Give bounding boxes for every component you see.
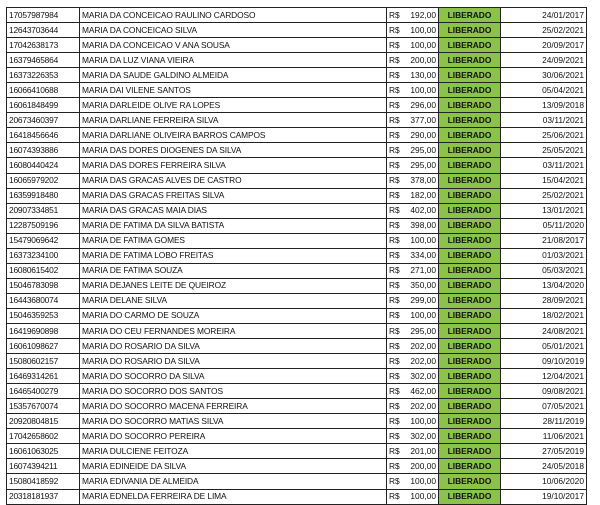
cell-id: 17057987984 bbox=[7, 8, 80, 23]
value-amount: 100,00 bbox=[410, 24, 436, 35]
cell-id: 16080615402 bbox=[7, 263, 80, 278]
cell-value bbox=[387, 399, 439, 414]
cell-id: 16465400279 bbox=[7, 384, 80, 399]
cell-name: MARIA DELANE SILVA bbox=[80, 293, 387, 308]
cell-value bbox=[387, 128, 439, 143]
cell-name: MARIA DAS GRACAS ALVES DE CASTRO bbox=[80, 173, 387, 188]
currency-symbol: R$ bbox=[389, 129, 400, 140]
table-row bbox=[7, 489, 587, 504]
value-amount: 100,00 bbox=[410, 475, 436, 486]
cell-date: 12/04/2021 bbox=[501, 369, 587, 384]
cell-id: 16061098627 bbox=[7, 339, 80, 354]
cell-date: 05/03/2021 bbox=[501, 263, 587, 278]
cell-value bbox=[387, 53, 439, 68]
cell-value bbox=[387, 23, 439, 38]
value-amount: 202,00 bbox=[410, 340, 436, 351]
cell-id: 15479069642 bbox=[7, 233, 80, 248]
currency-symbol: R$ bbox=[389, 430, 400, 441]
value-amount: 201,00 bbox=[410, 445, 436, 456]
cell-value bbox=[387, 218, 439, 233]
status-badge: LIBERADO bbox=[439, 293, 501, 308]
cell-value bbox=[387, 113, 439, 128]
table-row bbox=[7, 8, 587, 23]
cell-value bbox=[387, 354, 439, 369]
beneficiary-table bbox=[6, 7, 587, 505]
currency-symbol: R$ bbox=[389, 295, 400, 306]
cell-name: MARIA EDNELDA FERREIRA DE LIMA bbox=[80, 489, 387, 504]
value-amount: 462,00 bbox=[410, 385, 436, 396]
cell-date: 01/03/2021 bbox=[501, 248, 587, 263]
table-row bbox=[7, 459, 587, 474]
cell-name: MARIA DE FATIMA SOUZA bbox=[80, 263, 387, 278]
cell-date: 24/01/2017 bbox=[501, 8, 587, 23]
cell-id: 15046783098 bbox=[7, 278, 80, 293]
table-row bbox=[7, 218, 587, 233]
status-badge: LIBERADO bbox=[439, 248, 501, 263]
cell-name: MARIA EDINEIDE DA SILVA bbox=[80, 459, 387, 474]
status-badge: LIBERADO bbox=[439, 23, 501, 38]
currency-symbol: R$ bbox=[389, 355, 400, 366]
cell-date: 19/10/2017 bbox=[501, 489, 587, 504]
cell-value bbox=[387, 384, 439, 399]
cell-date: 25/05/2021 bbox=[501, 143, 587, 158]
value-amount: 296,00 bbox=[410, 99, 436, 110]
value-amount: 100,00 bbox=[410, 491, 436, 502]
value-amount: 100,00 bbox=[410, 310, 436, 321]
cell-value bbox=[387, 8, 439, 23]
table-row bbox=[7, 38, 587, 53]
currency-symbol: R$ bbox=[389, 99, 400, 110]
currency-symbol: R$ bbox=[389, 491, 400, 502]
value-amount: 350,00 bbox=[410, 280, 436, 291]
currency-symbol: R$ bbox=[389, 340, 400, 351]
cell-value bbox=[387, 489, 439, 504]
status-badge: LIBERADO bbox=[439, 233, 501, 248]
table-row bbox=[7, 53, 587, 68]
status-badge: LIBERADO bbox=[439, 8, 501, 23]
value-amount: 182,00 bbox=[410, 190, 436, 201]
value-amount: 200,00 bbox=[410, 460, 436, 471]
cell-value bbox=[387, 143, 439, 158]
cell-date: 24/05/2018 bbox=[501, 459, 587, 474]
table-row bbox=[7, 188, 587, 203]
value-amount: 295,00 bbox=[410, 159, 436, 170]
status-badge: LIBERADO bbox=[439, 429, 501, 444]
value-amount: 334,00 bbox=[410, 250, 436, 261]
cell-name: MARIA DAS GRACAS MAIA DIAS bbox=[80, 203, 387, 218]
value-amount: 100,00 bbox=[410, 84, 436, 95]
table-row bbox=[7, 429, 587, 444]
table-row bbox=[7, 474, 587, 489]
status-badge: LIBERADO bbox=[439, 158, 501, 173]
cell-name: MARIA DO SOCORRO DOS SANTOS bbox=[80, 384, 387, 399]
cell-date: 21/08/2017 bbox=[501, 233, 587, 248]
cell-id: 16066410688 bbox=[7, 83, 80, 98]
cell-date: 10/06/2020 bbox=[501, 474, 587, 489]
cell-name: MARIA DO CARMO DE SOUZA bbox=[80, 308, 387, 323]
cell-id: 15357670074 bbox=[7, 399, 80, 414]
cell-value bbox=[387, 188, 439, 203]
status-badge: LIBERADO bbox=[439, 308, 501, 323]
cell-value bbox=[387, 323, 439, 338]
value-amount: 202,00 bbox=[410, 400, 436, 411]
value-amount: 402,00 bbox=[410, 205, 436, 216]
cell-date: 24/08/2021 bbox=[501, 323, 587, 338]
cell-name: MARIA DAI VILENE SANTOS bbox=[80, 83, 387, 98]
cell-date: 13/09/2018 bbox=[501, 98, 587, 113]
currency-symbol: R$ bbox=[389, 475, 400, 486]
currency-symbol: R$ bbox=[389, 250, 400, 261]
table-row bbox=[7, 399, 587, 414]
status-badge: LIBERADO bbox=[439, 444, 501, 459]
cell-name: MARIA DO SOCORRO PEREIRA bbox=[80, 429, 387, 444]
cell-date: 05/04/2021 bbox=[501, 83, 587, 98]
cell-value bbox=[387, 278, 439, 293]
status-badge: LIBERADO bbox=[439, 203, 501, 218]
currency-symbol: R$ bbox=[389, 235, 400, 246]
value-amount: 290,00 bbox=[410, 129, 436, 140]
status-badge: LIBERADO bbox=[439, 399, 501, 414]
cell-date: 15/04/2021 bbox=[501, 173, 587, 188]
cell-id: 15080602157 bbox=[7, 354, 80, 369]
currency-symbol: R$ bbox=[389, 460, 400, 471]
cell-id: 16080440424 bbox=[7, 158, 80, 173]
currency-symbol: R$ bbox=[389, 69, 400, 80]
table-body bbox=[7, 8, 587, 505]
cell-id: 16074393886 bbox=[7, 143, 80, 158]
table-row bbox=[7, 444, 587, 459]
status-badge: LIBERADO bbox=[439, 128, 501, 143]
cell-date: 28/09/2021 bbox=[501, 293, 587, 308]
cell-name: MARIA DA SAUDE GALDINO ALMEIDA bbox=[80, 68, 387, 83]
cell-value bbox=[387, 68, 439, 83]
cell-value bbox=[387, 158, 439, 173]
cell-value bbox=[387, 38, 439, 53]
cell-id: 16418456646 bbox=[7, 128, 80, 143]
cell-date: 03/11/2021 bbox=[501, 158, 587, 173]
cell-name: MARIA DULCIENE FEITOZA bbox=[80, 444, 387, 459]
cell-value bbox=[387, 444, 439, 459]
cell-date: 24/09/2021 bbox=[501, 53, 587, 68]
table-row bbox=[7, 308, 587, 323]
cell-date: 25/02/2021 bbox=[501, 188, 587, 203]
cell-date: 03/11/2021 bbox=[501, 113, 587, 128]
currency-symbol: R$ bbox=[389, 385, 400, 396]
status-badge: LIBERADO bbox=[439, 323, 501, 338]
currency-symbol: R$ bbox=[389, 220, 400, 231]
value-amount: 202,00 bbox=[410, 355, 436, 366]
currency-symbol: R$ bbox=[389, 325, 400, 336]
currency-symbol: R$ bbox=[389, 144, 400, 155]
cell-name: MARIA DO SOCORRO MATIAS SILVA bbox=[80, 414, 387, 429]
currency-symbol: R$ bbox=[389, 159, 400, 170]
value-amount: 271,00 bbox=[410, 265, 436, 276]
status-badge: LIBERADO bbox=[439, 53, 501, 68]
status-badge: LIBERADO bbox=[439, 173, 501, 188]
table-row bbox=[7, 143, 587, 158]
value-amount: 398,00 bbox=[410, 220, 436, 231]
cell-id: 12287509196 bbox=[7, 218, 80, 233]
status-badge: LIBERADO bbox=[439, 354, 501, 369]
table-row bbox=[7, 263, 587, 278]
cell-name: MARIA DAS DORES FERREIRA SILVA bbox=[80, 158, 387, 173]
status-badge: LIBERADO bbox=[439, 263, 501, 278]
cell-id: 16443680074 bbox=[7, 293, 80, 308]
table-row bbox=[7, 203, 587, 218]
cell-value bbox=[387, 83, 439, 98]
cell-name: MARIA DARLIANE OLIVEIRA BARROS CAMPOS bbox=[80, 128, 387, 143]
cell-date: 18/02/2021 bbox=[501, 308, 587, 323]
status-badge: LIBERADO bbox=[439, 384, 501, 399]
cell-date: 09/10/2019 bbox=[501, 354, 587, 369]
cell-name: MARIA DAS GRACAS FREITAS SILVA bbox=[80, 188, 387, 203]
cell-name: MARIA DO CEU FERNANDES MOREIRA bbox=[80, 323, 387, 338]
cell-name: MARIA DE FATIMA DA SILVA BATISTA bbox=[80, 218, 387, 233]
cell-value bbox=[387, 233, 439, 248]
cell-name: MARIA EDIVANIA DE ALMEIDA bbox=[80, 474, 387, 489]
value-amount: 299,00 bbox=[410, 295, 436, 306]
value-amount: 200,00 bbox=[410, 54, 436, 65]
status-badge: LIBERADO bbox=[439, 369, 501, 384]
cell-id: 16065979202 bbox=[7, 173, 80, 188]
table-row bbox=[7, 369, 587, 384]
table-row bbox=[7, 293, 587, 308]
cell-value bbox=[387, 248, 439, 263]
cell-date: 11/06/2021 bbox=[501, 429, 587, 444]
value-amount: 295,00 bbox=[410, 144, 436, 155]
cell-value bbox=[387, 263, 439, 278]
cell-value bbox=[387, 293, 439, 308]
table-row bbox=[7, 83, 587, 98]
cell-id: 20318181937 bbox=[7, 489, 80, 504]
cell-id: 16469314261 bbox=[7, 369, 80, 384]
cell-name: MARIA DA CONCEICAO SILVA bbox=[80, 23, 387, 38]
status-badge: LIBERADO bbox=[439, 489, 501, 504]
cell-name: MARIA DO SOCORRO DA SILVA bbox=[80, 369, 387, 384]
value-amount: 377,00 bbox=[410, 114, 436, 125]
status-badge: LIBERADO bbox=[439, 113, 501, 128]
cell-id: 15046359253 bbox=[7, 308, 80, 323]
cell-name: MARIA DO SOCORRO MACENA FERREIRA bbox=[80, 399, 387, 414]
table-row bbox=[7, 113, 587, 128]
status-badge: LIBERADO bbox=[439, 188, 501, 203]
status-badge: LIBERADO bbox=[439, 98, 501, 113]
cell-id: 16373226353 bbox=[7, 68, 80, 83]
currency-symbol: R$ bbox=[389, 39, 400, 50]
cell-value bbox=[387, 308, 439, 323]
cell-value bbox=[387, 474, 439, 489]
cell-name: MARIA DE FATIMA GOMES bbox=[80, 233, 387, 248]
cell-date: 05/11/2020 bbox=[501, 218, 587, 233]
cell-date: 09/08/2021 bbox=[501, 384, 587, 399]
currency-symbol: R$ bbox=[389, 190, 400, 201]
cell-value bbox=[387, 98, 439, 113]
status-badge: LIBERADO bbox=[439, 83, 501, 98]
cell-name: MARIA DO ROSARIO DA SILVA bbox=[80, 339, 387, 354]
cell-name: MARIA DA CONCEICAO RAULINO CARDOSO bbox=[80, 8, 387, 23]
cell-id: 16379465864 bbox=[7, 53, 80, 68]
value-amount: 378,00 bbox=[410, 175, 436, 186]
currency-symbol: R$ bbox=[389, 9, 400, 20]
status-badge: LIBERADO bbox=[439, 143, 501, 158]
currency-symbol: R$ bbox=[389, 400, 400, 411]
value-amount: 302,00 bbox=[410, 430, 436, 441]
table-row bbox=[7, 233, 587, 248]
cell-value bbox=[387, 414, 439, 429]
cell-date: 27/05/2019 bbox=[501, 444, 587, 459]
currency-symbol: R$ bbox=[389, 84, 400, 95]
value-amount: 100,00 bbox=[410, 39, 436, 50]
cell-date: 20/09/2017 bbox=[501, 38, 587, 53]
cell-value bbox=[387, 173, 439, 188]
value-amount: 295,00 bbox=[410, 325, 436, 336]
cell-name: MARIA DAS DORES DIOGENES DA SILVA bbox=[80, 143, 387, 158]
value-amount: 302,00 bbox=[410, 370, 436, 381]
status-badge: LIBERADO bbox=[439, 459, 501, 474]
currency-symbol: R$ bbox=[389, 205, 400, 216]
cell-id: 15080418592 bbox=[7, 474, 80, 489]
cell-value bbox=[387, 203, 439, 218]
cell-date: 30/06/2021 bbox=[501, 68, 587, 83]
cell-date: 05/01/2021 bbox=[501, 339, 587, 354]
table-row bbox=[7, 323, 587, 338]
cell-name: MARIA DARLIANE FERREIRA SILVA bbox=[80, 113, 387, 128]
cell-name: MARIA DE FATIMA LOBO FREITAS bbox=[80, 248, 387, 263]
status-badge: LIBERADO bbox=[439, 278, 501, 293]
cell-date: 25/06/2021 bbox=[501, 128, 587, 143]
value-amount: 100,00 bbox=[410, 415, 436, 426]
cell-value bbox=[387, 429, 439, 444]
value-amount: 192,00 bbox=[410, 9, 436, 20]
cell-id: 16074394211 bbox=[7, 459, 80, 474]
cell-name: MARIA DA CONCEICAO V ANA SOUSA bbox=[80, 38, 387, 53]
cell-date: 28/11/2019 bbox=[501, 414, 587, 429]
table-row bbox=[7, 158, 587, 173]
table-row bbox=[7, 98, 587, 113]
cell-id: 16373234100 bbox=[7, 248, 80, 263]
cell-date: 13/04/2020 bbox=[501, 278, 587, 293]
status-badge: LIBERADO bbox=[439, 414, 501, 429]
cell-id: 20907334851 bbox=[7, 203, 80, 218]
cell-name: MARIA DARLEIDE OLIVE RA LOPES bbox=[80, 98, 387, 113]
table-row bbox=[7, 384, 587, 399]
cell-date: 25/02/2021 bbox=[501, 23, 587, 38]
cell-name: MARIA DA LUZ VIANA VIEIRA bbox=[80, 53, 387, 68]
status-badge: LIBERADO bbox=[439, 218, 501, 233]
table-row bbox=[7, 173, 587, 188]
cell-id: 17042658602 bbox=[7, 429, 80, 444]
cell-id: 16061063025 bbox=[7, 444, 80, 459]
status-badge: LIBERADO bbox=[439, 339, 501, 354]
cell-value bbox=[387, 339, 439, 354]
cell-id: 20673460397 bbox=[7, 113, 80, 128]
cell-value bbox=[387, 369, 439, 384]
table-row bbox=[7, 23, 587, 38]
cell-name: MARIA DO ROSARIO DA SILVA bbox=[80, 354, 387, 369]
table-row bbox=[7, 278, 587, 293]
table-row bbox=[7, 414, 587, 429]
status-badge: LIBERADO bbox=[439, 68, 501, 83]
table-row bbox=[7, 68, 587, 83]
cell-name: MARIA DEJANES LEITE DE QUEIROZ bbox=[80, 278, 387, 293]
status-badge: LIBERADO bbox=[439, 474, 501, 489]
currency-symbol: R$ bbox=[389, 265, 400, 276]
status-badge: LIBERADO bbox=[439, 38, 501, 53]
cell-id: 16061848499 bbox=[7, 98, 80, 113]
cell-value bbox=[387, 459, 439, 474]
value-amount: 100,00 bbox=[410, 235, 436, 246]
cell-id: 16419690898 bbox=[7, 323, 80, 338]
currency-symbol: R$ bbox=[389, 175, 400, 186]
cell-id: 16359918480 bbox=[7, 188, 80, 203]
cell-date: 13/01/2021 bbox=[501, 203, 587, 218]
currency-symbol: R$ bbox=[389, 114, 400, 125]
currency-symbol: R$ bbox=[389, 445, 400, 456]
cell-id: 12643703644 bbox=[7, 23, 80, 38]
value-amount: 130,00 bbox=[410, 69, 436, 80]
currency-symbol: R$ bbox=[389, 24, 400, 35]
table-row bbox=[7, 354, 587, 369]
currency-symbol: R$ bbox=[389, 54, 400, 65]
cell-id: 17042638173 bbox=[7, 38, 80, 53]
cell-date: 07/05/2021 bbox=[501, 399, 587, 414]
currency-symbol: R$ bbox=[389, 415, 400, 426]
cell-id: 20920804815 bbox=[7, 414, 80, 429]
currency-symbol: R$ bbox=[389, 310, 400, 321]
currency-symbol: R$ bbox=[389, 370, 400, 381]
table-row bbox=[7, 128, 587, 143]
table-row bbox=[7, 248, 587, 263]
table-row bbox=[7, 339, 587, 354]
currency-symbol: R$ bbox=[389, 280, 400, 291]
